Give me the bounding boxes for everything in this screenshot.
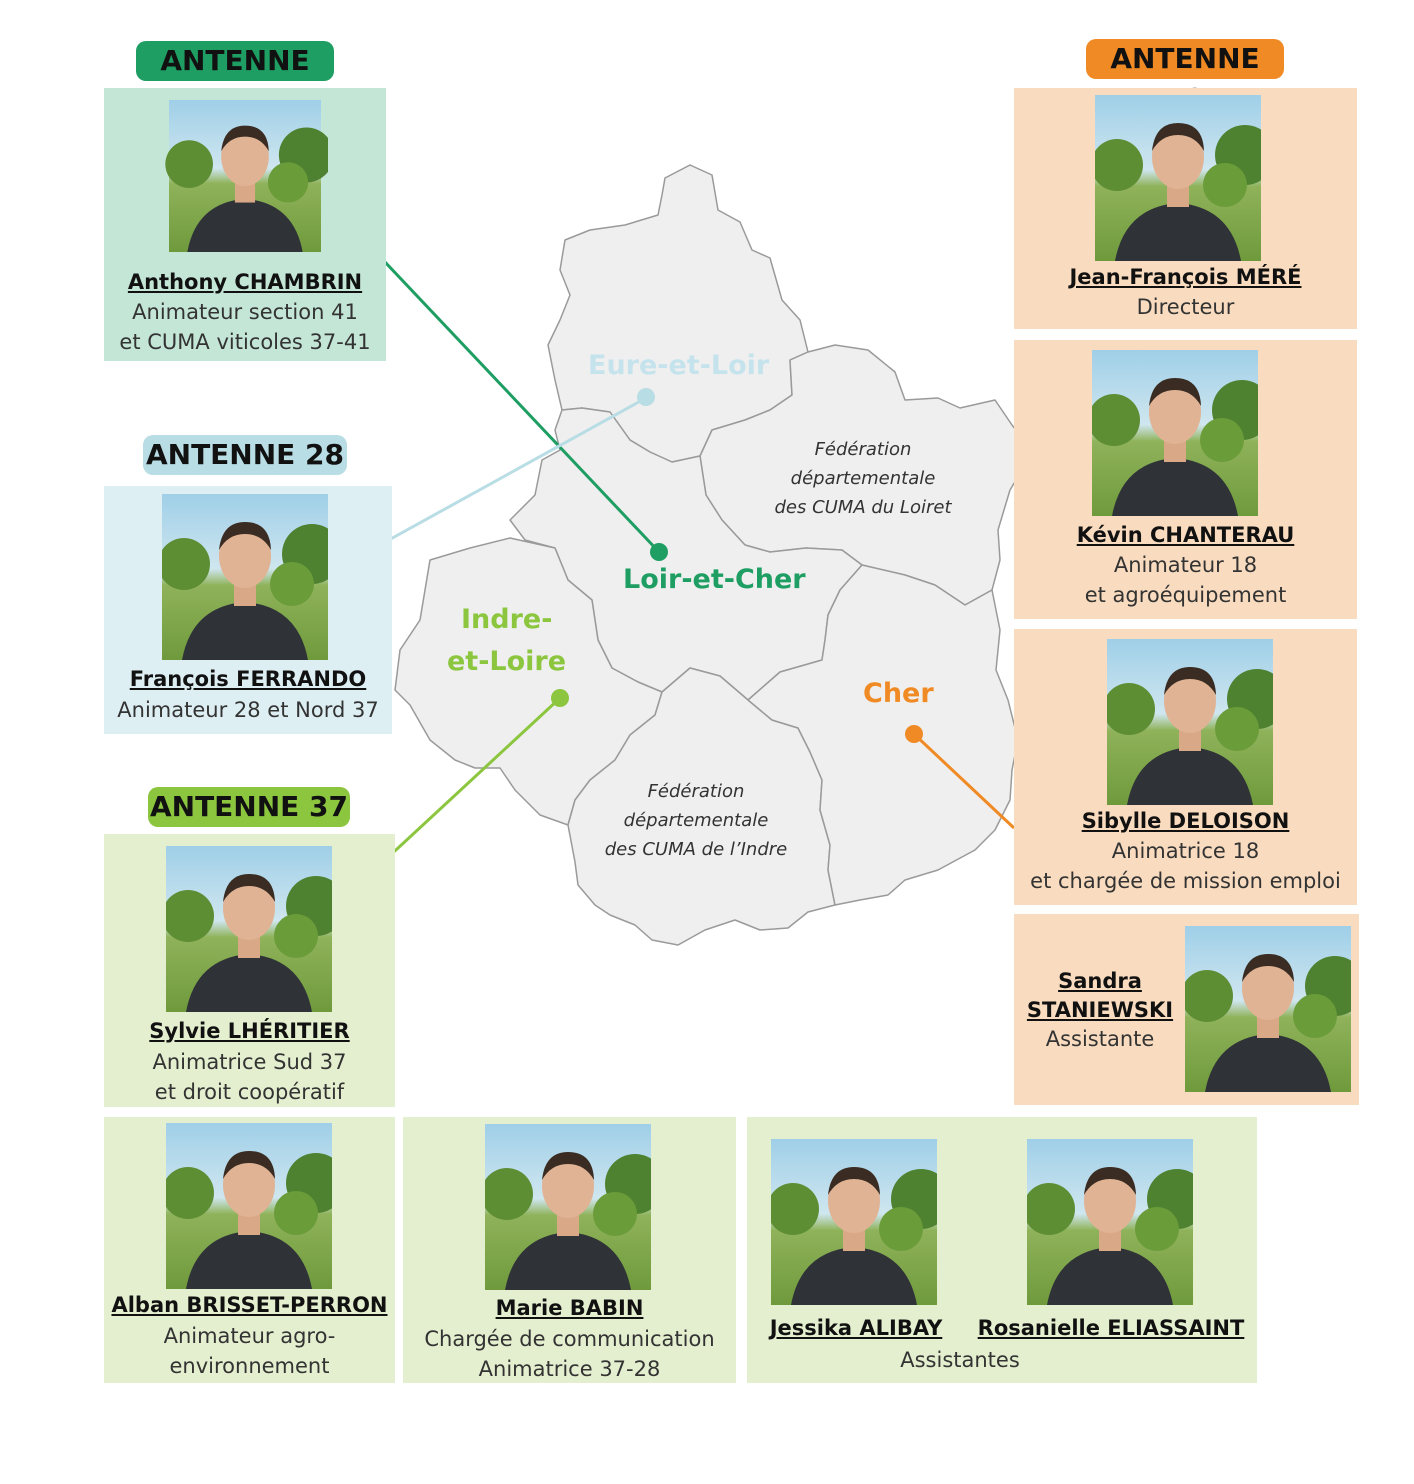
fed-indre-line1: Fédération <box>647 781 745 802</box>
name-sibylle-deloison: Sibylle DELOISON <box>1081 809 1290 833</box>
role-alban-brisset-perron-2: environnement <box>169 1354 330 1378</box>
name-anthony-chambrin: Anthony CHAMBRIN <box>127 270 363 294</box>
antenne-37-tag: ANTENNE 37 <box>148 787 350 827</box>
role-marie-babin-1: Chargée de communication <box>424 1327 715 1351</box>
role-sylvie-lheritier-2: et droit coopératif <box>154 1080 345 1104</box>
label-eure-et-loir: Eure-et-Loir <box>588 350 770 381</box>
card-anthony-chambrin <box>104 88 386 361</box>
fed-indre-line3: des CUMA de l’Indre <box>604 839 788 860</box>
card-sibylle-deloison <box>1014 629 1357 905</box>
photo-alban-brisset-perron <box>166 1123 332 1289</box>
role-jean-francois-mere: Directeur <box>1136 295 1235 319</box>
name-alban-brisset-perron: Alban BRISSET-PERRON <box>111 1293 388 1317</box>
label-federation-indre <box>572 777 820 864</box>
role-sibylle-deloison-1: Animatrice 18 <box>1111 839 1260 863</box>
name-marie-babin: Marie BABIN <box>495 1296 644 1320</box>
name-sandra-staniewski-1: Sandra <box>1058 969 1142 993</box>
role-sibylle-deloison-2: et chargée de mission emploi <box>1030 869 1341 893</box>
role-francois-ferrando: Animateur 28 et Nord 37 <box>117 698 379 722</box>
fed-loiret-line2: départementale <box>790 468 936 489</box>
role-kevin-chanterau-2: et agroéquipement <box>1084 583 1287 607</box>
card-assistantes-37 <box>747 1117 1257 1383</box>
card-alban-brisset-perron <box>104 1117 395 1383</box>
dot-41 <box>650 543 668 561</box>
name-francois-ferrando: François FERRANDO <box>129 667 367 691</box>
antenne-41-tag: ANTENNE <box>136 41 334 81</box>
photo-rosanielle-eliassaint <box>1027 1139 1193 1305</box>
role-assistantes: Assistantes <box>900 1348 1020 1372</box>
antenne-18-tag: ANTENNE <box>1086 39 1284 79</box>
photo-sibylle-deloison <box>1107 639 1273 805</box>
card-marie-babin <box>403 1117 736 1383</box>
label-indre-et-loire-2: et-Loire <box>447 646 567 677</box>
dot-18 <box>905 725 923 743</box>
fed-indre-line2: départementale <box>623 810 769 831</box>
dot-37 <box>551 689 569 707</box>
label-federation-loiret <box>740 435 986 522</box>
name-rosanielle-eliassaint: Rosanielle ELIASSAINT <box>977 1316 1245 1340</box>
role-kevin-chanterau-1: Animateur 18 <box>1113 553 1258 577</box>
label-loir-et-cher: Loir-et-Cher <box>623 564 806 595</box>
role-alban-brisset-perron-1: Animateur agro- <box>163 1324 336 1348</box>
name-jessika-alibay: Jessika ALIBAY <box>769 1316 943 1340</box>
label-indre-et-loire-1: Indre- <box>461 604 553 635</box>
card-francois-ferrando <box>104 486 392 734</box>
dot-28 <box>637 388 655 406</box>
role-sylvie-lheritier-1: Animatrice Sud 37 <box>152 1050 347 1074</box>
role-anthony-chambrin-2: et CUMA viticoles 37-41 <box>119 330 371 354</box>
photo-sylvie-lheritier <box>166 846 332 1012</box>
name-kevin-chanterau: Kévin CHANTERAU <box>1076 523 1295 547</box>
role-anthony-chambrin-1: Animateur section 41 <box>132 300 358 324</box>
role-marie-babin-2: Animatrice 37-28 <box>478 1357 661 1381</box>
antenne-28-tag: ANTENNE 28 <box>143 435 347 475</box>
photo-marie-babin <box>485 1124 651 1290</box>
photo-sandra-staniewski <box>1185 926 1351 1092</box>
card-sylvie-lheritier <box>104 834 395 1107</box>
name-jean-francois-mere: Jean-François MÉRÉ <box>1069 265 1302 289</box>
fed-loiret-line3: des CUMA du Loiret <box>774 497 952 518</box>
photo-jessika-alibay <box>771 1139 937 1305</box>
role-sandra-staniewski: Assistante <box>1045 1027 1155 1051</box>
label-cher: Cher <box>863 678 934 709</box>
photo-anthony-chambrin <box>162 100 328 252</box>
card-kevin-chanterau <box>1014 340 1357 619</box>
photo-jean-francois-mere <box>1095 95 1261 261</box>
photo-francois-ferrando <box>162 494 328 660</box>
card-sandra-staniewski <box>1014 914 1359 1105</box>
fed-loiret-line1: Fédération <box>814 439 912 460</box>
name-sylvie-lheritier: Sylvie LHÉRITIER <box>149 1019 350 1043</box>
photo-kevin-chanterau <box>1092 350 1258 516</box>
card-jean-francois-mere <box>1014 88 1357 329</box>
name-sandra-staniewski-2: STANIEWSKI <box>1026 998 1174 1022</box>
